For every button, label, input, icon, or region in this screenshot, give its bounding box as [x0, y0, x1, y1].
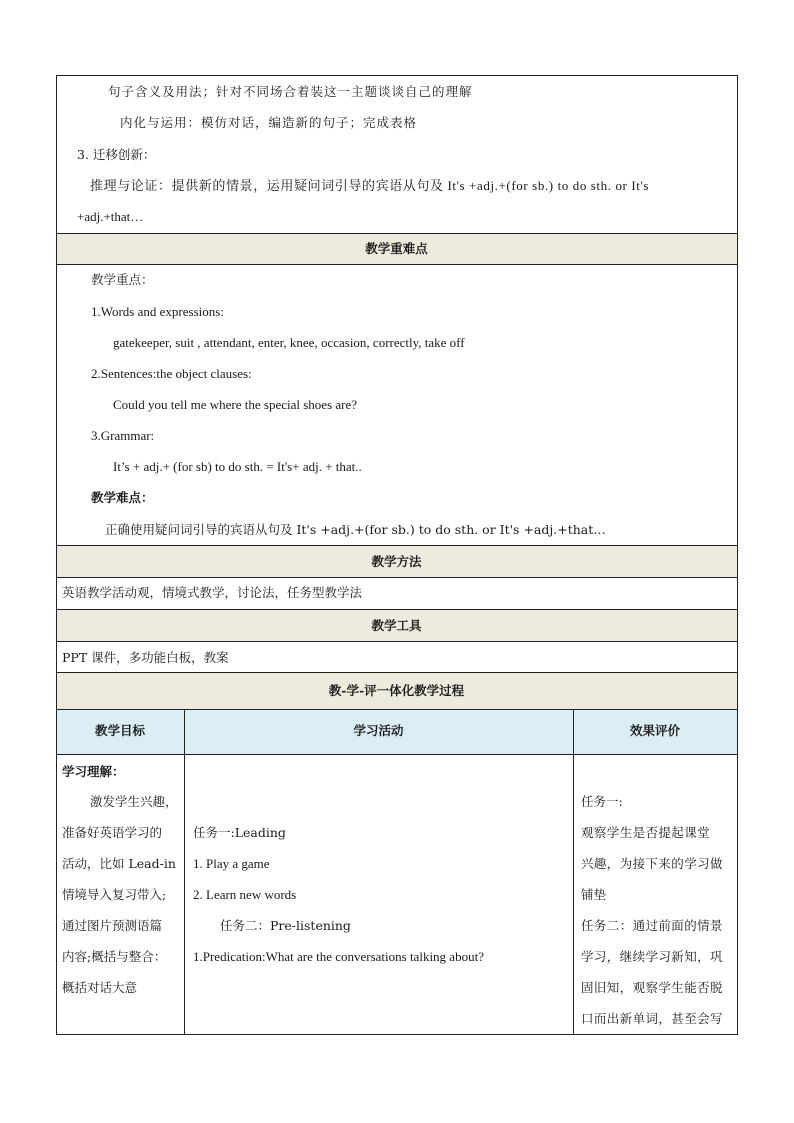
goal-line: 概括对话大意 — [62, 980, 138, 995]
table-border — [56, 264, 738, 265]
objective-line: 句子含义及用法；针对不同场合着装这一主题谈谈自己的理解 — [108, 84, 473, 99]
key-point-item: 3.Grammar: — [91, 428, 155, 443]
section-heading: 教-学-评一体化教学过程 — [328, 683, 465, 698]
table-border — [56, 577, 738, 578]
evaluation-line: 口而出新单词，甚至会写 — [581, 1011, 723, 1026]
difficult-point-detail: 正确使用疑问词引导的宾语从句及 It's +adj.+(for sb.) to do sth. or It's +adj.+that… — [105, 522, 606, 537]
evaluation-line: 任务二：通过前面的情景 — [581, 918, 723, 933]
goal-line: 准备好英语学习的 — [62, 825, 163, 840]
table-border — [56, 672, 738, 673]
column-header-evaluation: 效果评价 — [629, 723, 680, 738]
key-point-item: 2.Sentences:the object clauses: — [91, 366, 252, 381]
goal-line: 情境导入复习带入; — [62, 887, 167, 902]
table-border — [56, 609, 738, 610]
goal-line: 激发学生兴趣， — [90, 794, 178, 809]
activity-line: 1.Predication:What are the conversations talking about? — [193, 949, 484, 964]
evaluation-line: 固旧知，观察学生能否脱 — [581, 980, 723, 995]
activity-line: 2. Learn new words — [193, 887, 297, 902]
evaluation-line: 观察学生是否提起课堂 — [581, 825, 711, 840]
key-points-label: 教学重点： — [91, 272, 154, 287]
table-border — [56, 1034, 738, 1035]
key-point-detail: gatekeeper, suit , attendant, enter, knee, occasion, correctly, take off — [113, 335, 465, 350]
objective-line: +adj.+that… — [77, 209, 144, 224]
section-heading: 教学工具 — [371, 618, 422, 633]
table-border — [737, 75, 738, 1035]
table-border — [56, 754, 738, 755]
tools-content: PPT 课件，多功能白板，教案 — [62, 650, 229, 665]
section-heading: 教学方法 — [371, 554, 422, 569]
column-header-activity: 学习活动 — [353, 723, 404, 738]
evaluation-line: 兴趣，为接下来的学习做 — [581, 856, 723, 871]
objective-line: 推理与论证：提供新的情景，运用疑问词引导的宾语从句及 It's +adj.+(for sb.) to do sth. or It's — [90, 178, 650, 193]
key-point-detail: Could you tell me where the special shoes are? — [113, 397, 358, 412]
evaluation-line: 任务一: — [581, 794, 623, 809]
difficult-points-label: 教学难点： — [91, 490, 154, 505]
table-border — [573, 709, 574, 1035]
methods-content: 英语教学活动观，情境式教学，讨论法，任务型教学法 — [62, 585, 363, 600]
evaluation-line: 学习，继续学习新知，巩 — [581, 949, 723, 964]
activity-line: 任务二：Pre-listening — [220, 918, 351, 933]
table-border — [56, 545, 738, 546]
goal-line: 活动，比如 Lead-in — [62, 856, 176, 871]
table-border — [56, 75, 738, 76]
key-point-item: 1.Words and expressions: — [91, 304, 224, 319]
table-border — [56, 233, 738, 234]
goal-title: 学习理解： — [62, 764, 125, 779]
column-header-goal: 教学目标 — [94, 723, 145, 738]
table-border — [56, 641, 738, 642]
objective-line: 3. 迁移创新： — [77, 147, 156, 162]
activity-line: 任务一:Leading — [193, 825, 286, 840]
objective-line: 内化与运用：模仿对话，编造新的句子；完成表格 — [120, 115, 418, 130]
activity-line: 1. Play a game — [193, 856, 270, 871]
goal-line: 内容;概括与整合： — [62, 949, 167, 964]
table-border — [56, 709, 738, 710]
table-border — [184, 709, 185, 1035]
goal-line: 通过图片预测语篇 — [62, 918, 163, 933]
evaluation-line: 铺垫 — [581, 887, 607, 902]
section-heading: 教学重难点 — [365, 241, 428, 256]
key-point-detail: It’s + adj.+ (for sb) to do sth. = It's+ adj. + that.. — [113, 459, 362, 474]
